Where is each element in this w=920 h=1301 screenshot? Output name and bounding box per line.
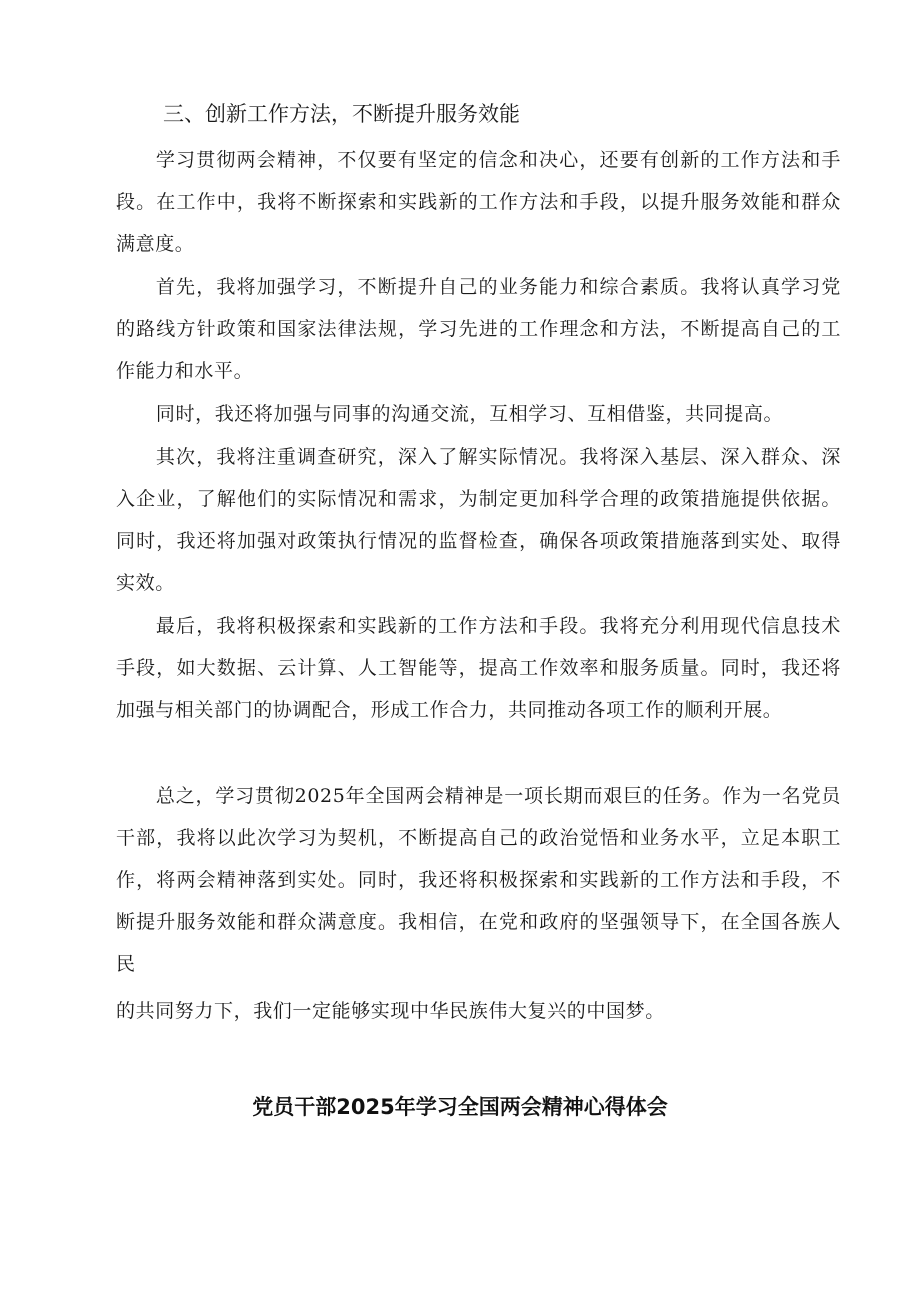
paragraph-conclusion: 总之，学习贯彻2025年全国两会精神是一项长期而艰巨的任务。作为一名党员干部，我将以此次学习为契机，不断提高自己的政治觉悟和业务水平，立足本职工作，将两会精神落到实处。同时，我还将积极探索和实践新的工作方法和手段，不断提升服务效能和群众满意度。我相信，在党和政府的坚强领导下，在全国各族人民	[116, 785, 841, 975]
paragraph-innovation-intro: 学习贯彻两会精神，不仅要有坚定的信念和决心，还要有创新的工作方法和手段。在工作中，我将不断探索和实践新的工作方法和手段，以提升服务效能和群众满意度。	[116, 149, 841, 255]
section-heading: 三、创新工作方法，不断提升服务效能	[163, 102, 520, 126]
paragraph-conclusion-tail: 的共同努力下，我们一定能够实现中华民族伟大复兴的中国梦。	[116, 1000, 665, 1022]
paragraph-last-technology: 最后，我将积极探索和实践新的工作方法和手段。我将充分利用现代信息技术手段，如大数据、云计算、人工智能等，提高工作效率和服务质量。同时，我还将加强与相关部门的协调配合，形成工作合力，共同推动各项工作的顺利开展。	[116, 615, 841, 721]
next-document-title: 党员干部2025年学习全国两会精神心得体会	[252, 1095, 668, 1119]
paragraph-first-study: 首先，我将加强学习，不断提升自己的业务能力和综合素质。我将认真学习党的路线方针政策和国家法律法规，学习先进的工作理念和方法，不断提高自己的工作能力和水平。	[116, 276, 841, 382]
paragraph-communication: 同时，我还将加强与同事的沟通交流，互相学习、互相借鉴，共同提高。	[155, 403, 784, 425]
paragraph-second-research: 其次，我将注重调查研究，深入了解实际情况。我将深入基层、深入群众、深入企业，了解他们的实际情况和需求，为制定更加科学合理的政策措施提供依据。同时，我还将加强对政策执行情况的监督检查，确保各项政策措施落到实处、取得实效。	[116, 446, 841, 594]
